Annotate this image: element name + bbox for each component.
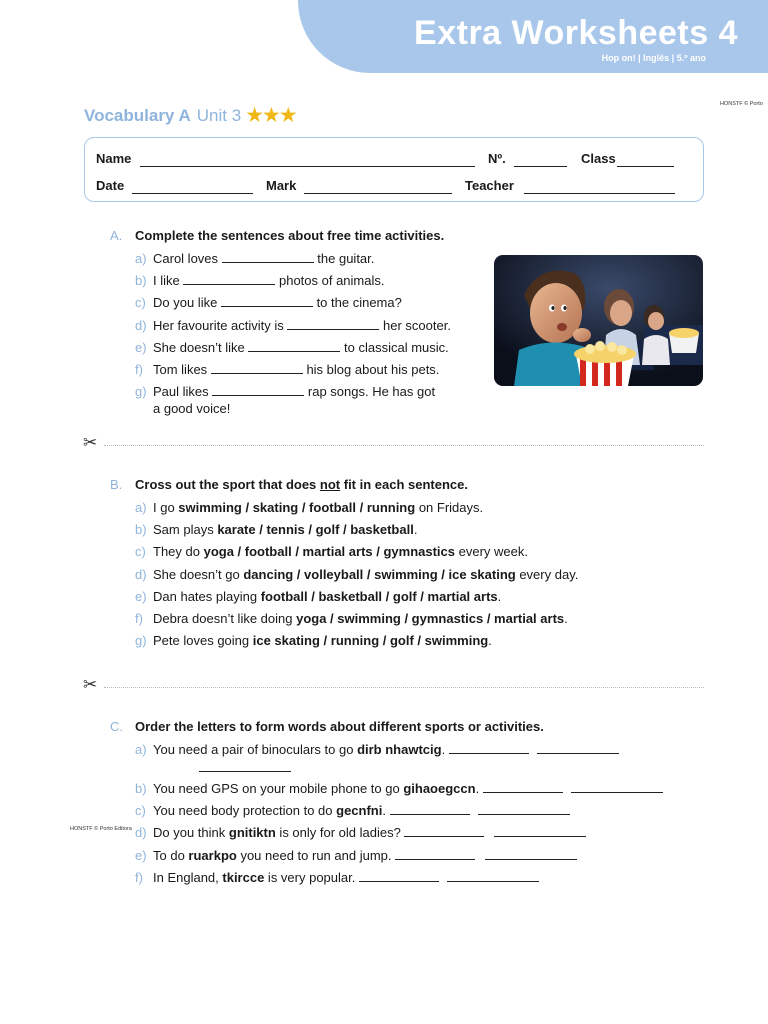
list-item-continuation: a good voice! — [153, 401, 231, 416]
list-item: a) I go swimming / skating / football / running on Fridays. — [135, 500, 484, 515]
answer-blank[interactable] — [537, 742, 619, 754]
list-item: b) I like photos of animals. — [135, 273, 385, 288]
list-item: e) She doesn’t like to classical music. — [135, 340, 449, 355]
cinema-photo — [494, 255, 703, 386]
answer-blank[interactable] — [359, 870, 439, 882]
section-c-letter: C. — [110, 719, 123, 734]
class-field[interactable] — [617, 166, 674, 167]
section-a-letter: A. — [110, 228, 123, 243]
number-label: Nº. — [488, 151, 506, 166]
cut-line — [104, 445, 704, 446]
heading-unit: Unit 3 — [196, 106, 242, 125]
answer-blank[interactable] — [494, 825, 586, 837]
list-item: e) To do ruarkpo you need to run and jump. — [135, 848, 577, 863]
section-c-title: Order the letters to form words about different sports or activities. — [135, 719, 544, 734]
list-item: c) Do you like to the cinema? — [135, 295, 402, 310]
list-item: c) You need body protection to do gecnfni. — [135, 803, 570, 818]
mark-field[interactable] — [304, 193, 452, 194]
answer-blank[interactable] — [483, 781, 563, 793]
section-heading — [84, 103, 296, 128]
answer-blank[interactable] — [390, 803, 470, 815]
answer-blank[interactable] — [211, 362, 303, 374]
header-banner — [298, 0, 768, 73]
date-label: Date — [96, 178, 125, 193]
list-item: g) Pete loves going ice skating / running / golf / swimming. — [135, 633, 492, 648]
worksheet-subtitle: Hop on! | Inglês | 5.º ano — [601, 53, 706, 63]
answer-blank[interactable] — [478, 803, 570, 815]
answer-blank[interactable] — [571, 781, 663, 793]
answer-blank[interactable] — [199, 771, 291, 772]
list-item: a) You need a pair of binoculars to go dirb nhawtcig. — [135, 742, 619, 757]
list-item: g) Paul likes rap songs. He has got — [135, 384, 436, 399]
answer-blank[interactable] — [404, 825, 484, 837]
section-a-title: Complete the sentences about free time activities. — [135, 228, 445, 243]
scissors-icon: ✂ — [83, 433, 98, 452]
cut-line — [104, 687, 704, 688]
list-item: d) She doesn’t go dancing / volleyball / swimming / ice skating every day. — [135, 567, 579, 582]
student-info-box — [84, 137, 704, 202]
list-item: f) Debra doesn’t like doing yoga / swimming / gymnastics / martial arts. — [135, 611, 568, 626]
answer-blank[interactable] — [485, 848, 577, 860]
answer-blank[interactable] — [183, 273, 275, 285]
teacher-label: Teacher — [465, 178, 514, 193]
name-label: Name — [96, 151, 132, 166]
list-item: f) Tom likes his blog about his pets. — [135, 362, 440, 377]
list-item: b) You need GPS on your mobile phone to go gihaoegccn. — [135, 781, 663, 796]
answer-blank[interactable] — [248, 340, 340, 352]
answer-blank[interactable] — [212, 384, 304, 396]
list-item: d) Her favourite activity is her scooter. — [135, 318, 451, 333]
difficulty-stars-icon: ★★★ — [245, 104, 296, 127]
date-field[interactable] — [132, 193, 253, 194]
number-field[interactable] — [514, 166, 567, 167]
answer-blank[interactable] — [449, 742, 529, 754]
list-item: f) In England, tkircce is very popular. — [135, 870, 539, 885]
list-item: d) Do you think gnitiktn is only for old ladies? — [135, 825, 586, 840]
scissors-icon: ✂ — [83, 675, 98, 694]
teacher-field[interactable] — [524, 193, 675, 194]
answer-blank[interactable] — [287, 318, 379, 330]
heading-title: Vocabulary A — [84, 106, 191, 125]
list-item: c) They do yoga / football / martial arts / gymnastics every week. — [135, 544, 528, 559]
answer-blank[interactable] — [221, 295, 313, 307]
credit-top-right: HONSTF © Porto — [720, 101, 763, 107]
name-field[interactable] — [140, 166, 475, 167]
answer-blank[interactable] — [447, 870, 539, 882]
section-b-letter: B. — [110, 477, 123, 492]
section-b-title: Cross out the sport that does not fit in each sentence. — [135, 477, 468, 492]
answer-blank[interactable] — [395, 848, 475, 860]
answer-blank[interactable] — [222, 251, 314, 263]
list-item: a) Carol loves the guitar. — [135, 251, 375, 266]
credit-left: HONSTF © Porto Editora — [70, 826, 132, 832]
mark-label: Mark — [266, 178, 297, 193]
list-item: e) Dan hates playing football / basketball / golf / martial arts. — [135, 589, 502, 604]
list-item: b) Sam plays karate / tennis / golf / basketball. — [135, 522, 418, 537]
class-label: Class — [581, 151, 616, 166]
worksheet-title: Extra Worksheets 4 — [414, 14, 738, 52]
